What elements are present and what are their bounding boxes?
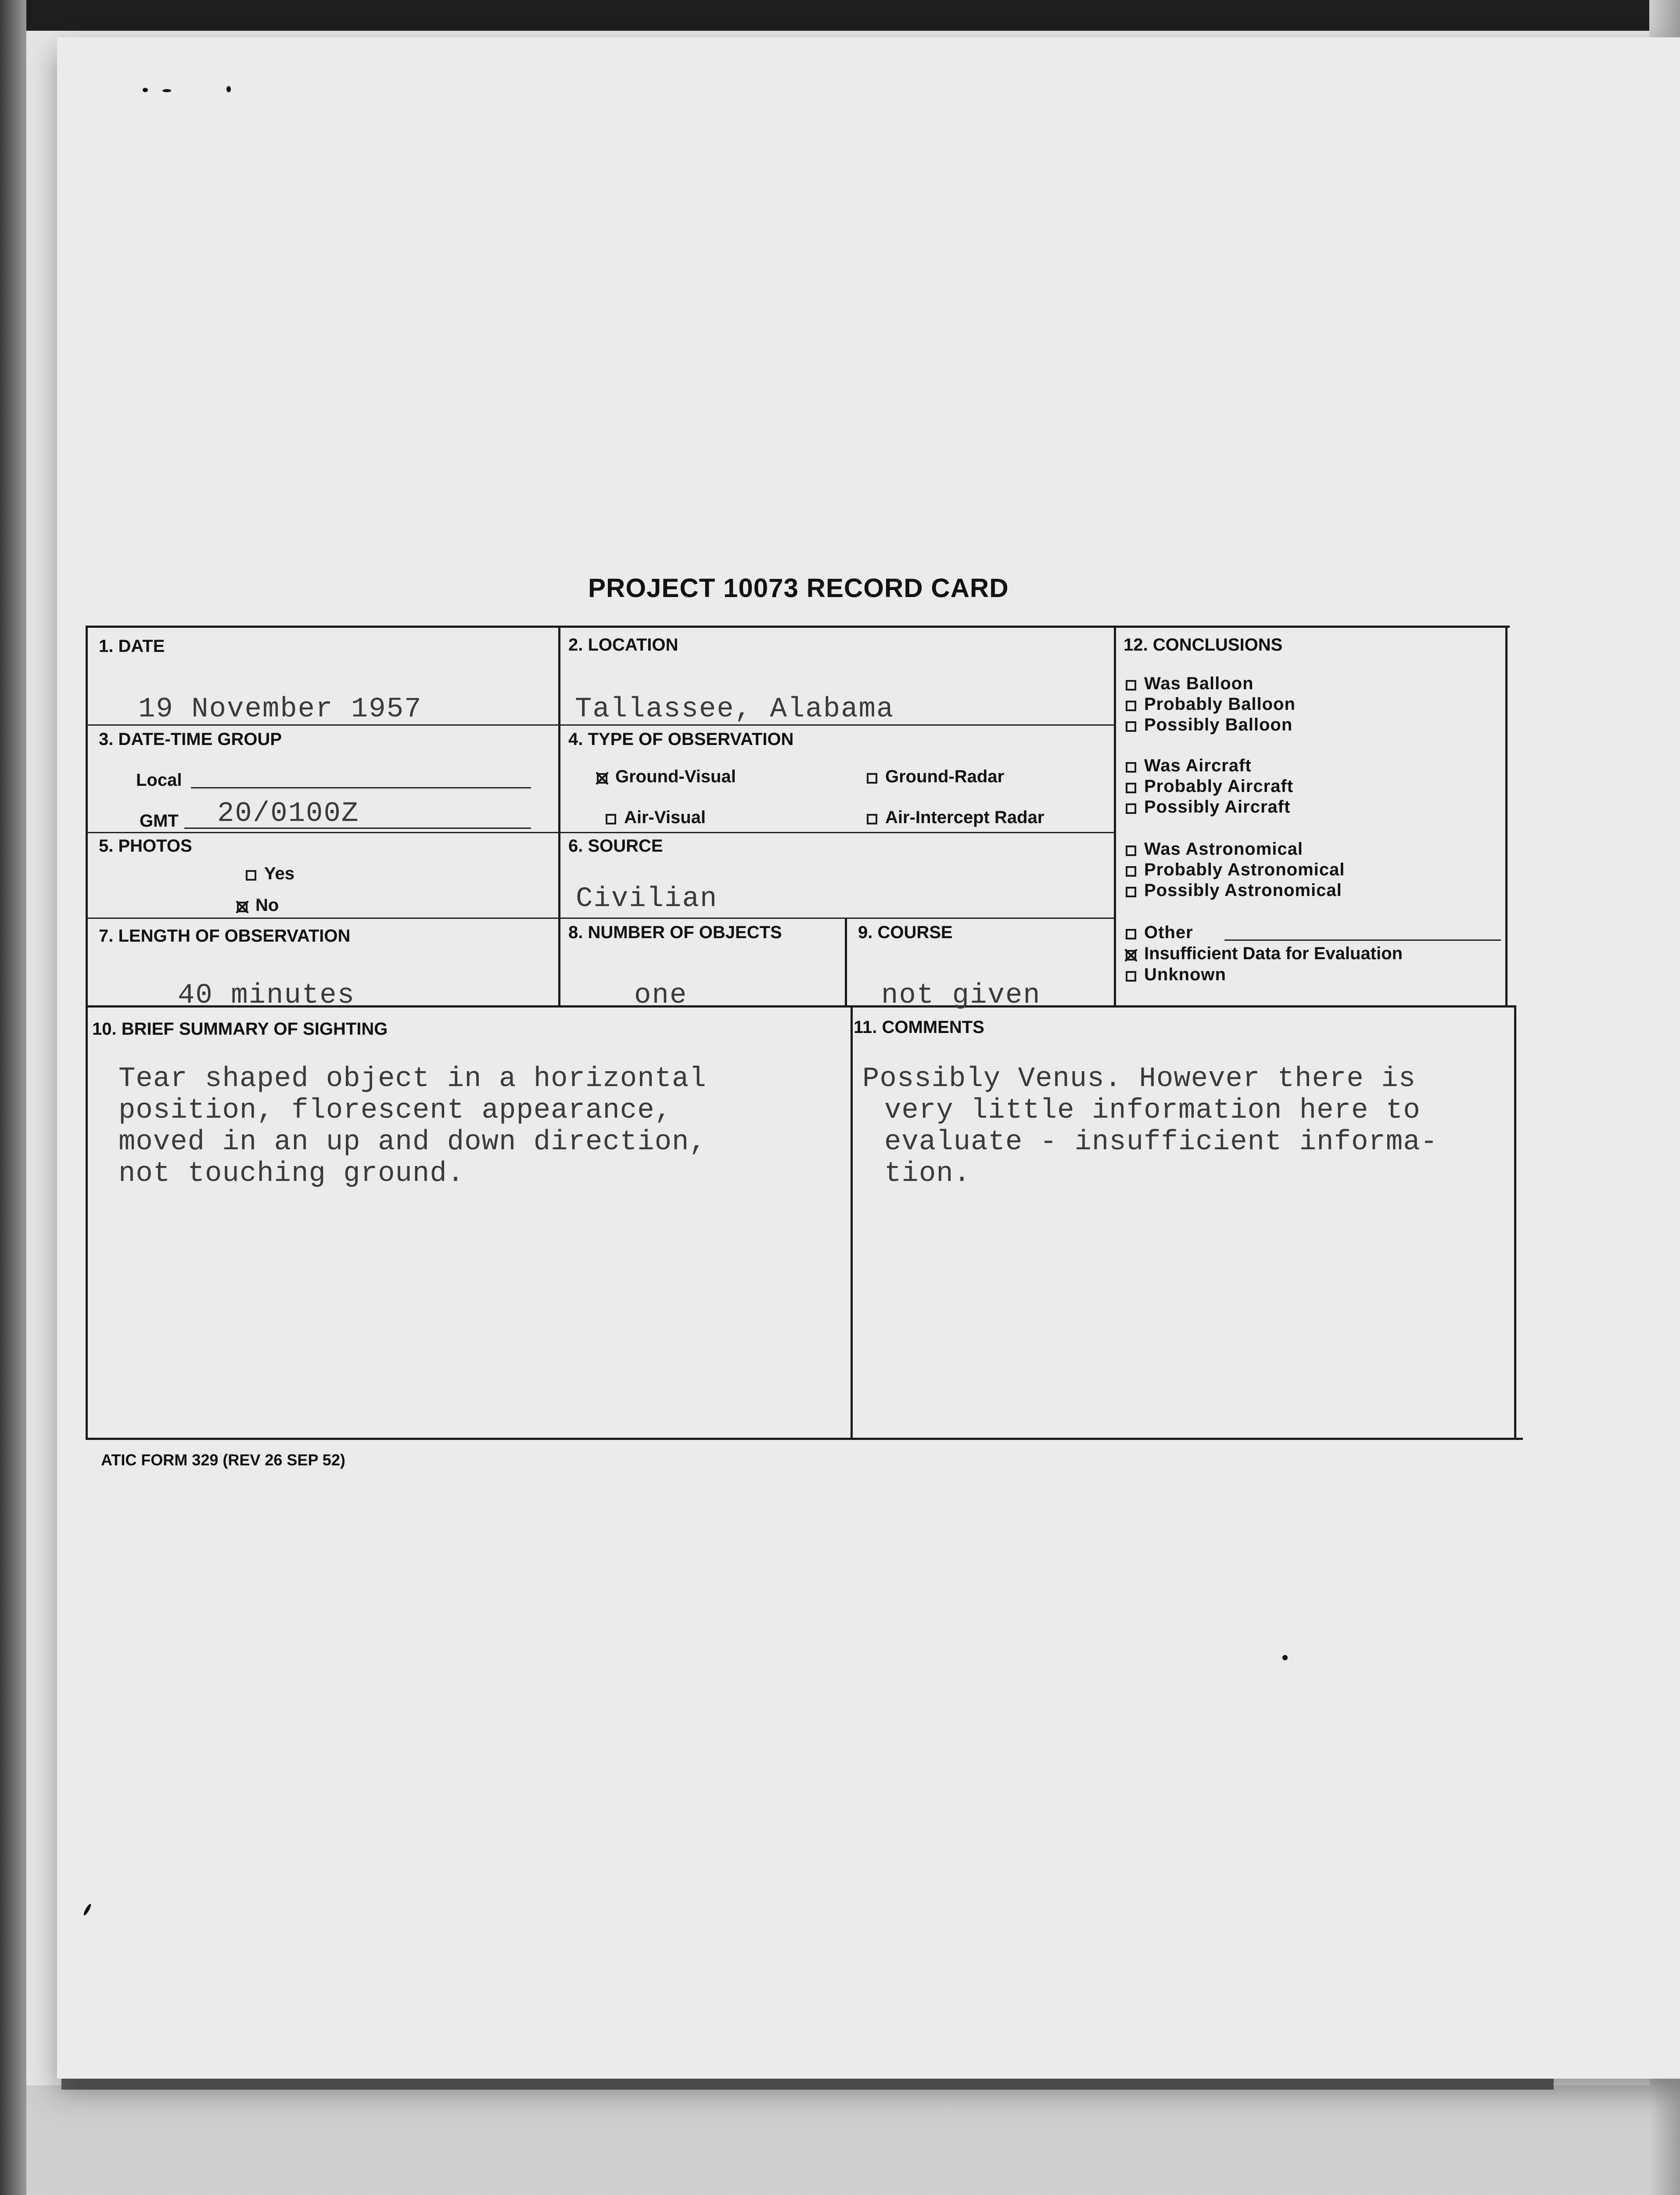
card-title: PROJECT 10073 RECORD CARD xyxy=(588,573,1009,603)
column-divider-4 xyxy=(851,1005,853,1440)
checkbox[interactable] xyxy=(1126,721,1136,732)
frame-right-line-upper xyxy=(1505,626,1508,1008)
type-of-observation-label: 4. TYPE OF OBSERVATION xyxy=(568,730,794,749)
checkbox[interactable] xyxy=(1126,971,1136,982)
option-ground-visual[interactable] xyxy=(597,767,736,787)
checkbox[interactable] xyxy=(606,814,616,824)
date-label: 1. DATE xyxy=(99,637,165,656)
checkbox-checked[interactable] xyxy=(597,773,607,784)
conclusion-was-astronomical[interactable] xyxy=(1126,839,1303,859)
local-underline xyxy=(191,787,531,788)
brief-summary-line: position, florescent appearance, xyxy=(118,1095,672,1126)
checkbox[interactable] xyxy=(1126,866,1136,877)
conclusions-label: 12. CONCLUSIONS xyxy=(1124,635,1283,655)
comments-text xyxy=(862,1063,1438,1190)
dust-speck xyxy=(226,86,231,92)
checkbox[interactable] xyxy=(1126,762,1136,773)
frame-top-line xyxy=(86,626,1510,628)
conclusion-label: Probably Astronomical xyxy=(1144,860,1345,879)
frame-bottom-line xyxy=(86,1438,1523,1440)
checkbox[interactable] xyxy=(1126,803,1136,814)
option-air-visual-label: Air-Visual xyxy=(624,808,706,827)
conclusion-possibly-aircraft[interactable] xyxy=(1126,797,1290,817)
source-value: Civilian xyxy=(576,883,718,915)
conclusion-label: Was Aircraft xyxy=(1144,756,1252,775)
option-ground-visual-label: Ground-Visual xyxy=(615,767,736,786)
location-label: 2. LOCATION xyxy=(568,635,678,655)
checkbox[interactable] xyxy=(1126,887,1136,897)
conclusion-label: Other xyxy=(1144,923,1193,942)
column-divider-2 xyxy=(1114,626,1116,1008)
comments-line: very little information here to xyxy=(884,1095,1421,1126)
comments-line: evaluate - insufficient informa- xyxy=(884,1126,1438,1158)
comments-line: tion. xyxy=(884,1158,971,1190)
comments-label: 11. COMMENTS xyxy=(854,1018,984,1037)
conclusion-possibly-astronomical[interactable] xyxy=(1126,881,1342,900)
course-label: 9. COURSE xyxy=(858,923,953,942)
conclusion-probably-aircraft[interactable] xyxy=(1126,777,1293,796)
conclusion-other[interactable] xyxy=(1126,923,1193,943)
dust-speck xyxy=(143,88,148,92)
number-of-objects-label: 8. NUMBER OF OBJECTS xyxy=(568,923,782,942)
option-photos-yes-label: Yes xyxy=(264,864,294,883)
option-air-visual[interactable] xyxy=(606,808,706,828)
source-label: 6. SOURCE xyxy=(568,836,663,856)
conclusion-label: Possibly Astronomical xyxy=(1144,881,1342,900)
conclusion-label: Possibly Balloon xyxy=(1144,715,1293,734)
brief-summary-line: moved in an up and down direction, xyxy=(118,1126,707,1158)
brief-summary-label: 10. BRIEF SUMMARY OF SIGHTING xyxy=(92,1019,388,1039)
gmt-label: GMT xyxy=(140,811,179,831)
conclusion-label: Was Astronomical xyxy=(1144,839,1303,859)
conclusion-was-balloon[interactable] xyxy=(1126,674,1254,694)
conclusion-probably-balloon[interactable] xyxy=(1126,694,1296,714)
date-time-group-label: 3. DATE-TIME GROUP xyxy=(99,730,282,749)
conclusion-label: Possibly Aircraft xyxy=(1144,797,1291,817)
checkbox[interactable] xyxy=(1126,701,1136,711)
dust-speck xyxy=(162,89,171,92)
column-divider-3 xyxy=(845,918,847,1008)
checkbox[interactable] xyxy=(1126,846,1136,856)
option-air-intercept-radar[interactable] xyxy=(867,808,1044,828)
dust-speck xyxy=(1282,1655,1288,1660)
photos-label: 5. PHOTOS xyxy=(99,836,192,856)
form-number: ATIC FORM 329 (REV 26 SEP 52) xyxy=(101,1451,345,1469)
checkbox[interactable] xyxy=(867,773,877,784)
length-of-observation-label: 7. LENGTH OF OBSERVATION xyxy=(99,926,351,946)
column-divider-1 xyxy=(558,626,560,1008)
option-photos-no-label: No xyxy=(255,896,279,915)
checkbox[interactable] xyxy=(246,870,256,881)
conclusion-insufficient-data[interactable] xyxy=(1126,944,1403,964)
local-label: Local xyxy=(136,770,182,790)
brief-summary-line: not touching ground. xyxy=(118,1158,465,1190)
other-underline xyxy=(1224,939,1501,941)
conclusion-possibly-balloon[interactable] xyxy=(1126,715,1292,735)
conclusion-unknown[interactable] xyxy=(1126,965,1226,985)
comments-line: Possibly Venus. However there is xyxy=(862,1063,1416,1095)
conclusion-label: Unknown xyxy=(1144,965,1226,984)
option-photos-no[interactable] xyxy=(237,896,279,915)
checkbox-checked[interactable] xyxy=(1126,950,1136,961)
length-of-observation-value: 40 minutes xyxy=(178,980,355,1011)
course-value: not given xyxy=(881,980,1041,1011)
location-value: Tallassee, Alabama xyxy=(575,694,894,725)
option-ground-radar[interactable] xyxy=(867,767,1004,787)
checkbox-checked[interactable] xyxy=(237,902,248,912)
conclusion-label: Insufficient Data for Evaluation xyxy=(1144,944,1403,963)
row-divider-3 xyxy=(86,918,1115,919)
dust-speck xyxy=(83,1903,92,1916)
conclusion-probably-astronomical[interactable] xyxy=(1126,860,1345,880)
option-photos-yes[interactable] xyxy=(246,864,294,884)
conclusion-was-aircraft[interactable] xyxy=(1126,756,1252,776)
brief-summary-line: Tear shaped object in a horizontal xyxy=(118,1063,707,1095)
number-of-objects-value: one xyxy=(634,980,688,1011)
checkbox[interactable] xyxy=(1126,929,1136,939)
checkbox[interactable] xyxy=(867,814,877,824)
checkbox[interactable] xyxy=(1126,680,1136,691)
gmt-value: 20/0100Z xyxy=(217,798,359,830)
date-value: 19 November 1957 xyxy=(138,694,422,725)
row-divider-2 xyxy=(86,832,1115,833)
frame-right-line-lower xyxy=(1514,1005,1516,1440)
checkbox[interactable] xyxy=(1126,783,1136,793)
frame-left-line xyxy=(86,626,88,1440)
option-air-intercept-radar-label: Air-Intercept Radar xyxy=(885,808,1045,827)
conclusion-label: Probably Aircraft xyxy=(1144,777,1294,796)
conclusion-label: Probably Balloon xyxy=(1144,694,1296,714)
conclusion-label: Was Balloon xyxy=(1144,674,1254,693)
option-ground-radar-label: Ground-Radar xyxy=(885,767,1005,786)
brief-summary-text xyxy=(118,1063,707,1190)
